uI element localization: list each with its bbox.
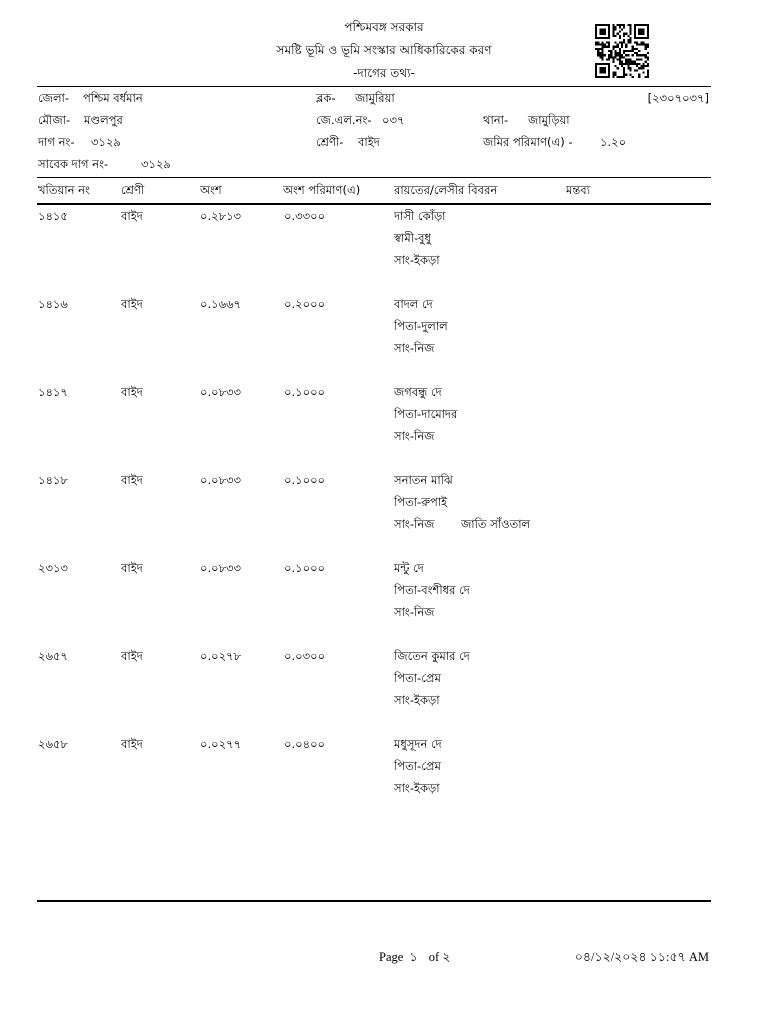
col-header-khatian: খতিয়ান নং: [38, 183, 90, 197]
cell-class: বাইদ: [121, 649, 143, 663]
cell-owner-address: সাং-নিজ: [394, 605, 435, 619]
page-label: Page: [379, 950, 404, 964]
block-label: ব্লক-: [316, 91, 336, 105]
col-header-remarks: মন্তব্য: [566, 183, 591, 197]
cell-owner-name: মন্টু দে: [394, 561, 424, 575]
table-row: [0, 208, 768, 288]
cell-share-area: ০.১০০০: [284, 385, 326, 399]
col-header-share-area: অংশ পরিমাণ(এ): [283, 183, 361, 197]
land-area-value: ১.২০: [600, 135, 627, 149]
cell-owner-name: বাদল দে: [394, 297, 433, 311]
table-row: [0, 560, 768, 640]
cell-class: বাইদ: [121, 297, 143, 311]
page-indicator: [379, 949, 450, 969]
cell-share: ০.২৮১৩: [200, 209, 242, 223]
cell-share-area: ০.১০০০: [284, 561, 326, 575]
page-total: ২: [442, 950, 451, 964]
cell-owner-extra: জাতি সাঁওতাল: [461, 517, 531, 531]
mouza-label: মৌজা-: [38, 113, 71, 127]
cell-share: ০.০৮৩৩: [200, 561, 242, 575]
cell-share: ০.১৬৬৭: [200, 297, 242, 311]
table-row: [0, 472, 768, 552]
cell-class: বাইদ: [121, 473, 143, 487]
block-value: জামুরিয়া: [355, 91, 395, 105]
cell-owner-address: সাং-নিজ: [394, 429, 435, 443]
cell-share: ০.০৮৩৩: [200, 473, 242, 487]
cell-owner-parent: পিতা-বংশীধর দে: [394, 583, 470, 597]
cell-share: ০.০২৭৭: [200, 737, 242, 751]
cell-owner-parent: পিতা-প্রেম: [394, 671, 441, 685]
col-header-class: শ্রেণী: [121, 183, 145, 197]
cell-owner-parent: স্বামী-বুধু: [394, 231, 432, 245]
cell-class: বাইদ: [121, 209, 143, 223]
cell-share-area: ০.৩৩০০: [284, 209, 326, 223]
cell-khatian: ২৬৫৮: [38, 737, 68, 751]
cell-khatian: ১৪১৭: [38, 385, 68, 399]
thana-label: থানা-: [483, 113, 509, 127]
cell-class: বাইদ: [121, 737, 143, 751]
dag-value: ৩১২৯: [91, 135, 121, 149]
cell-share-area: ০.০৪০০: [284, 737, 326, 751]
cell-owner-name: জগবন্ধু দে: [394, 385, 442, 399]
cell-share-area: ০.০৩০০: [284, 649, 326, 663]
table-row: [0, 384, 768, 464]
cell-owner-address: সাং-ইকড়া: [394, 693, 440, 707]
jl-label: জে.এল.নং-: [316, 113, 372, 127]
dag-label: দাগ নং-: [38, 135, 75, 149]
table-bottom-rule: [37, 900, 711, 902]
class-value: বাইদ: [358, 135, 380, 149]
qr-code-icon: [594, 24, 650, 78]
header-title-office: সমষ্টি ভূমি ও ভূমি সংস্কার আধিকারিকের করণ: [276, 43, 492, 57]
jl-value: ০৩৭: [382, 113, 405, 127]
col-header-owner: রায়তের/লেসীর বিবরন: [394, 183, 498, 197]
table-row: [0, 296, 768, 376]
table-row: [0, 736, 768, 816]
col-header-share: অংশ: [200, 183, 222, 197]
header-title-govt: পশ্চিমবঙ্গ সরকার: [344, 20, 424, 34]
cell-owner-name: সনাতন মাঝি: [394, 473, 453, 487]
page-current: ১: [409, 950, 418, 964]
cell-class: বাইদ: [121, 561, 143, 575]
mouza-value: মণ্ডলপুর: [84, 113, 123, 127]
cell-khatian: ২৬৫৭: [38, 649, 68, 663]
cell-owner-address: সাং-ইকড়া: [394, 781, 440, 795]
cell-share: ০.০২৭৮: [200, 649, 242, 663]
cell-owner-name: মধুসূদন দে: [394, 737, 442, 751]
cell-owner-address: সাং-নিজ: [394, 341, 435, 355]
cell-khatian: ১৪১৬: [38, 297, 68, 311]
header-divider: [37, 86, 711, 87]
old-dag-value: ৩১২৯: [141, 157, 171, 171]
district-label: জেলা-: [38, 91, 70, 105]
cell-share: ০.০৮৩৩: [200, 385, 242, 399]
cell-owner-parent: পিতা-প্রেম: [394, 759, 441, 773]
cell-share-area: ০.২০০০: [284, 297, 326, 311]
cell-class: বাইদ: [121, 385, 143, 399]
cell-owner-name: দাসী কোঁড়া: [394, 209, 446, 223]
land-area-label: জমির পরিমাণ(এ) -: [483, 135, 573, 149]
table-header-rule: [37, 203, 711, 205]
cell-owner-name: জিতেন কুমার দে: [394, 649, 470, 663]
old-dag-label: সাবেক দাগ নং-: [38, 157, 109, 171]
print-timestamp: ০৪/১২/২০২৪ ১১:৫৭ AM: [574, 950, 709, 964]
cell-owner-address: সাং-ইকড়া: [394, 253, 440, 267]
table-top-rule: [37, 177, 711, 178]
header-title-doc: -দাগের তথ্য-: [353, 66, 415, 80]
cell-khatian: ১৪১৮: [38, 473, 68, 487]
cell-owner-parent: পিতা-দামোদর: [394, 407, 458, 421]
district-value: পশ্চিম বর্ধমান: [83, 91, 143, 105]
table-row: [0, 648, 768, 728]
cell-owner-address: সাং-নিজ: [394, 517, 435, 531]
cell-owner-parent: পিতা-রুপাই: [394, 495, 448, 509]
page-of: of: [428, 950, 440, 964]
cell-khatian: ১৪১৫: [38, 209, 68, 223]
cell-owner-parent: পিতা-দুলাল: [394, 319, 448, 333]
class-label: শ্রেণী-: [316, 135, 344, 149]
cell-share-area: ০.১০০০: [284, 473, 326, 487]
plot-code: [২৩০৭০৩৭]: [647, 91, 709, 105]
cell-khatian: ২৩১৩: [38, 561, 68, 575]
thana-value: জামুড়িয়া: [528, 113, 570, 127]
